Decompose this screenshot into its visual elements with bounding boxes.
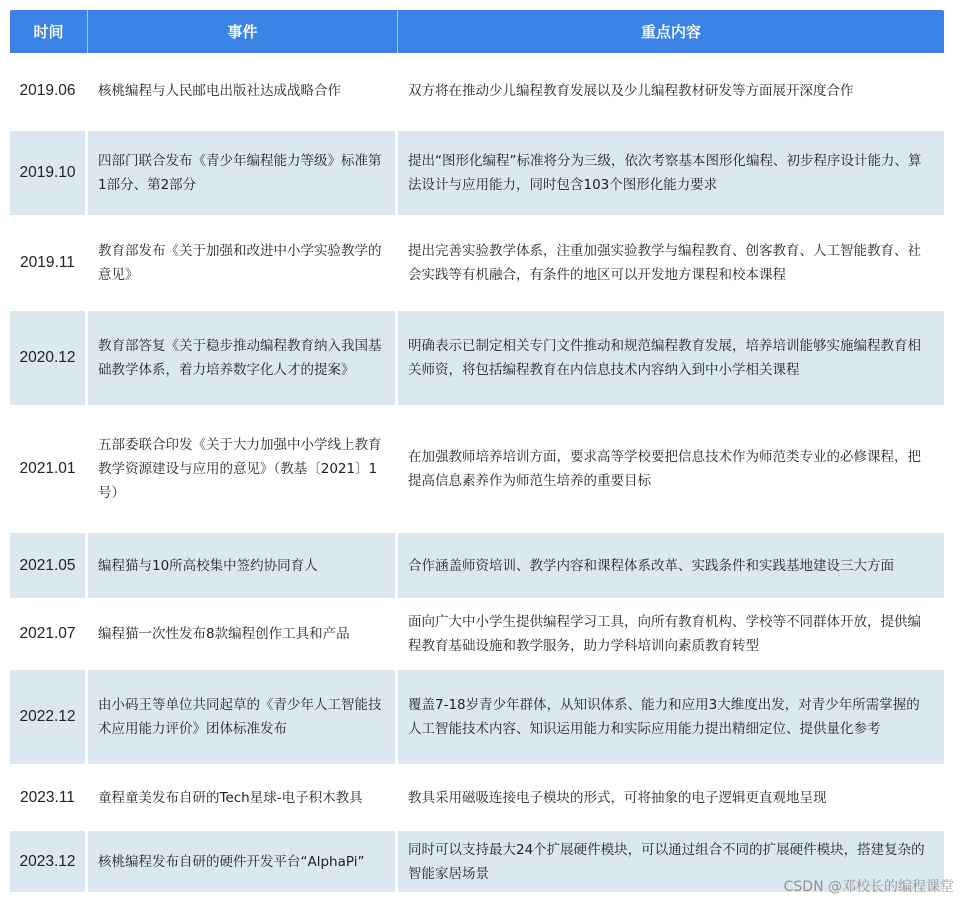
row-date: 2020.12 (10, 311, 88, 405)
row-content: 教具采用磁吸连接电子模块的形式，可将抽象的电子逻辑更直观地呈现 (408, 789, 827, 806)
row-content: 提出完善实验教学体系，注重加强实验教学与编程教育、创客教育、人工智能教育、社会实践等有机融合，有条件的地区可以开发地方课程和校本课程 (408, 243, 921, 283)
row-date: 2022.12 (10, 670, 88, 764)
table-row (10, 408, 944, 533)
table-row (10, 767, 944, 831)
row-event: 教育部答复《关于稳步推动编程教育纳入我国基础教学体系，着力培养数字化人才的提案》 (88, 311, 398, 405)
row-content: 明确表示已制定相关专门文件推动和规范编程教育发展，培养培训能够实施编程教育相关师资，将包括编程教育在内信息技术内容纳入到中小学相关课程 (408, 338, 921, 378)
row-date: 2019.06 (10, 53, 88, 128)
row-date: 2023.12 (10, 831, 88, 892)
row-content: 双方将在推动少儿编程教育发展以及少儿编程教材研发等方面展开深度合作 (408, 82, 854, 99)
timeline-table (10, 10, 944, 895)
row-event: 编程猫一次性发布8款编程创作工具和产品 (88, 601, 398, 667)
row-event: 教育部发布《关于加强和改进中小学实验教学的意见》 (88, 218, 398, 308)
row-content: 覆盖7-18岁青少年群体，从知识体系、能力和应用3大维度出发，对青少年所需掌握的人工智能技术内容、知识运用能力和实际应用能力提出精细定位、提供量化参考 (408, 697, 920, 737)
row-content: 合作涵盖师资培训、教学内容和课程体系改革、实践条件和实践基地建设三大方面 (408, 557, 894, 574)
table-header (10, 10, 944, 53)
row-event: 核桃编程与人民邮电出版社达成战略合作 (88, 53, 398, 128)
table-row (10, 533, 944, 601)
row-event: 编程猫与10所高校集中签约协同育人 (88, 533, 398, 598)
row-event: 核桃编程发布自研的硬件开发平台“AlphaPi” (88, 831, 398, 892)
header-date: 时间 (10, 10, 88, 53)
table-row (10, 218, 944, 311)
row-content: 提出“图形化编程”标准将分为三级，依次考察基本图形化编程、初步程序设计能力、算法设计与应用能力，同时包含103个图形化能力要求 (408, 153, 922, 193)
row-event: 五部委联合印发《关于大力加强中小学线上教育教学资源建设与应用的意见》（教基〔2021〕1号） (88, 408, 398, 530)
table-row (10, 601, 944, 670)
row-event: 童程童美发布自研的Tech星球-电子积木教具 (88, 767, 398, 828)
table-row (10, 670, 944, 767)
row-event: 由小码王等单位共同起草的《青少年人工智能技术应用能力评价》团体标准发布 (88, 670, 398, 764)
header-event: 事件 (88, 10, 398, 53)
table-row (10, 311, 944, 408)
row-content: 同时可以支持最大24个扩展硬件模块，可以通过组合不同的扩展硬件模块，搭建复杂的智能家居场景 (408, 841, 925, 882)
row-date: 2021.07 (10, 601, 88, 667)
row-date: 2023.11 (10, 767, 88, 828)
row-content: 在加强教师培养培训方面，要求高等学校要把信息技术作为师范类专业的必修课程，把提高信息素养作为师范生培养的重要目标 (408, 449, 921, 489)
table-row (10, 131, 944, 218)
header-content: 重点内容 (640, 23, 701, 41)
row-date: 2019.10 (10, 131, 88, 215)
row-event: 四部门联合发布《青少年编程能力等级》标准第1部分、第2部分 (88, 131, 398, 215)
row-date: 2021.01 (10, 408, 88, 530)
row-date: 2021.05 (10, 533, 88, 598)
table-row (10, 53, 944, 131)
row-date: 2019.11 (10, 218, 88, 308)
watermark-text: CSDN @邓校长的编程课堂 (783, 879, 954, 895)
row-content: 面向广大中小学生提供编程学习工具，向所有教育机构、学校等不同群体开放，提供编程教育基础设施和教学服务，助力学科培训向素质教育转型 (408, 614, 921, 654)
